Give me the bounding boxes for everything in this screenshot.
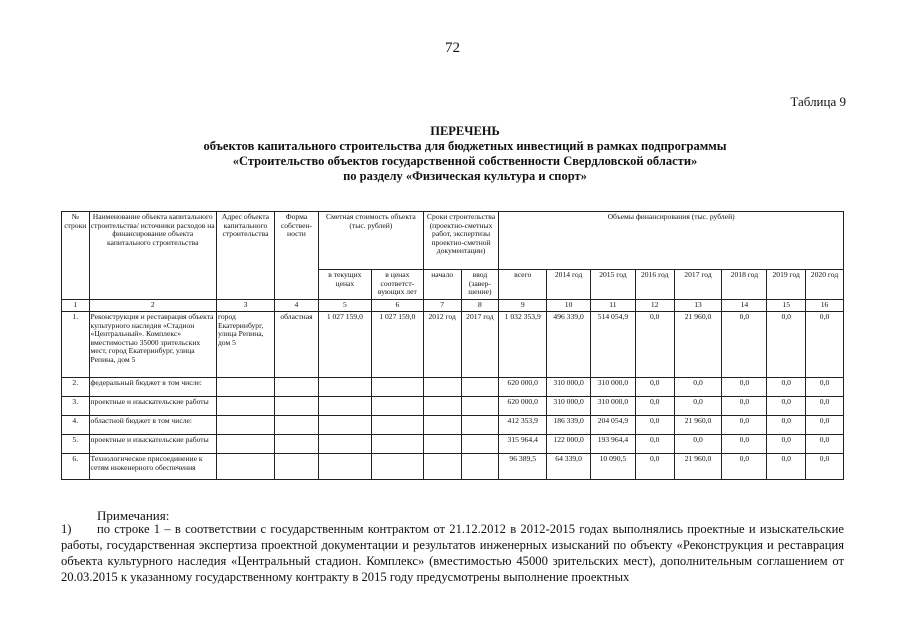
cell-terms-start: [423, 416, 461, 435]
table-row: [62, 454, 844, 480]
cell-2019: 0,0: [767, 378, 806, 397]
cell-address: город Екатеринбург, улица Репина, дом 5: [216, 312, 274, 378]
table-row: [62, 416, 844, 435]
column-number: 1: [62, 300, 90, 312]
cell-total: 620 000,0: [499, 378, 547, 397]
cell-row-number: 6.: [62, 454, 90, 480]
cell-row-number: 3.: [62, 397, 90, 416]
cell-terms-end: [461, 454, 499, 480]
page-number: 72: [445, 40, 460, 56]
header-terms-end: ввод (завер-шение): [461, 270, 499, 300]
column-number: 9: [499, 300, 547, 312]
header-2015: 2015 год: [591, 270, 636, 300]
cell-2016: 0,0: [635, 435, 674, 454]
cell-2020: 0,0: [806, 416, 844, 435]
cell-2017: 21 960,0: [674, 416, 722, 435]
note-item-number: 1): [61, 522, 72, 536]
cell-2017: 0,0: [674, 397, 722, 416]
cell-row-number: 5.: [62, 435, 90, 454]
cell-2020: 0,0: [806, 378, 844, 397]
header-cost-adjusted: в ценах соответст-вующих лет: [371, 270, 423, 300]
cell-total: 96 389,5: [499, 454, 547, 480]
cell-cost-current: [318, 378, 371, 397]
column-number: 3: [216, 300, 274, 312]
cell-ownership-form: областная: [275, 312, 319, 378]
column-number: 16: [806, 300, 844, 312]
header-construction-terms: Сроки строительства (проектно-сметных работ, экспертизы проектно-сметной документации): [423, 212, 498, 270]
cell-object-name: областной бюджет в том числе:: [89, 416, 216, 435]
header-2016: 2016 год: [635, 270, 674, 300]
column-number: 7: [423, 300, 461, 312]
cell-2016: 0,0: [635, 416, 674, 435]
cell-row-number: 4.: [62, 416, 90, 435]
header-cost-current: в текущих ценах: [318, 270, 371, 300]
cell-2018: 0,0: [722, 454, 767, 480]
header-address: Адрес объекта капитального строительства: [216, 212, 274, 300]
cell-2017: 0,0: [674, 435, 722, 454]
cell-total: 412 353,9: [499, 416, 547, 435]
notes-paragraph: [61, 521, 844, 585]
cell-2020: 0,0: [806, 435, 844, 454]
cell-2015: 204 054,9: [591, 416, 636, 435]
title-line-4: по разделу «Физическая культура и спорт»: [343, 169, 587, 183]
document-title: [170, 124, 760, 184]
header-2018: 2018 год: [722, 270, 767, 300]
cell-2014: 186 339,0: [547, 416, 591, 435]
cell-2020: 0,0: [806, 312, 844, 378]
cell-cost-current: [318, 416, 371, 435]
cell-ownership-form: [275, 397, 319, 416]
cell-cost-adjusted: [371, 454, 423, 480]
table-row: [62, 397, 844, 416]
cell-terms-end: 2017 год: [461, 312, 499, 378]
cell-cost-adjusted: 1 027 159,0: [371, 312, 423, 378]
title-line-2: объектов капитального строительства для бюджетных инвестиций в рамках подпрограммы: [203, 139, 727, 153]
cell-2014: 122 000,0: [547, 435, 591, 454]
cell-2016: 0,0: [635, 378, 674, 397]
cell-object-name: проектные и изыскательские работы: [89, 435, 216, 454]
cell-2018: 0,0: [722, 416, 767, 435]
cell-row-number: 2.: [62, 378, 90, 397]
table-body: [62, 312, 844, 480]
cell-cost-adjusted: [371, 416, 423, 435]
header-terms-start: начало: [423, 270, 461, 300]
cell-2019: 0,0: [767, 435, 806, 454]
cell-2015: 310 000,0: [591, 378, 636, 397]
cell-2016: 0,0: [635, 312, 674, 378]
notes-title: Примечания:: [97, 508, 170, 523]
cell-cost-current: [318, 454, 371, 480]
note-item-text: по строке 1 – в соответствии с государственным контрактом от 21.12.2012 в 2012-2015 годах выполнялись проектные и изыскательские работы, государственная экспертиза проектной документации и результатов инженерных изысканий по объекту «Реконструкция и реставрация объекта культурного наследия «Центральный стадион. Комплекс» (вместимостью 45000 зрительских мест), дополнительным соглашением от 20.03.2015 к указанному государственному контракту в 2015 году предусмотрены выполнение проектных: [61, 522, 844, 584]
cell-2015: 310 000,0: [591, 397, 636, 416]
cell-2014: 310 000,0: [547, 397, 591, 416]
cell-cost-current: [318, 435, 371, 454]
cell-2016: 0,0: [635, 454, 674, 480]
column-number: 13: [674, 300, 722, 312]
cell-2017: 21 960,0: [674, 312, 722, 378]
header-ownership-form: Форма собствен-ности: [275, 212, 319, 300]
column-number: 10: [547, 300, 591, 312]
cell-2016: 0,0: [635, 397, 674, 416]
title-line-1: ПЕРЕЧЕНЬ: [430, 124, 500, 138]
header-2014: 2014 год: [547, 270, 591, 300]
cell-terms-end: [461, 397, 499, 416]
cell-total: 620 000,0: [499, 397, 547, 416]
cell-2020: 0,0: [806, 397, 844, 416]
column-number: 12: [635, 300, 674, 312]
cell-2019: 0,0: [767, 312, 806, 378]
column-number: 4: [275, 300, 319, 312]
cell-terms-end: [461, 435, 499, 454]
cell-cost-adjusted: [371, 435, 423, 454]
cell-cost-adjusted: [371, 397, 423, 416]
column-number: 11: [591, 300, 636, 312]
cell-2014: 496 339,0: [547, 312, 591, 378]
cell-cost-current: 1 027 159,0: [318, 312, 371, 378]
cell-object-name: Реконструкция и реставрация объекта культурного наследия «Стадион «Центральный». Комплекс» вместимостью 35000 зрительских мест, город Екатеринбург, улица Репина, дом 5: [89, 312, 216, 378]
capital-construction-table: [61, 211, 844, 480]
cell-total: 1 032 353,9: [499, 312, 547, 378]
header-2019: 2019 год: [767, 270, 806, 300]
title-line-3: «Строительство объектов государственной собственности Свердловской области»: [232, 154, 698, 168]
cell-terms-start: [423, 435, 461, 454]
cell-2018: 0,0: [722, 397, 767, 416]
cell-address: [216, 397, 274, 416]
cell-cost-current: [318, 397, 371, 416]
column-number: 15: [767, 300, 806, 312]
cell-2019: 0,0: [767, 454, 806, 480]
header-estimated-cost: Сметная стоимость объекта (тыс. рублей): [318, 212, 423, 270]
cell-2019: 0,0: [767, 416, 806, 435]
cell-object-name: федеральный бюджет в том числе:: [89, 378, 216, 397]
cell-object-name: Технологическое присоединение к сетям инженерного обеспечения: [89, 454, 216, 480]
header-row-number: № строки: [62, 212, 90, 300]
table-label: Таблица 9: [790, 94, 846, 109]
cell-ownership-form: [275, 416, 319, 435]
cell-2018: 0,0: [722, 435, 767, 454]
cell-2015: 514 054,9: [591, 312, 636, 378]
cell-2014: 310 000,0: [547, 378, 591, 397]
header-2017: 2017 год: [674, 270, 722, 300]
cell-address: [216, 435, 274, 454]
header-object-name: Наименование объекта капитального строительства/ источники расходов на финансирование объекта капитального строительства: [89, 212, 216, 300]
column-number: 2: [89, 300, 216, 312]
cell-terms-start: [423, 378, 461, 397]
cell-cost-adjusted: [371, 378, 423, 397]
header-funding-volumes: Объемы финансирования (тыс. рублей): [499, 212, 844, 270]
column-number: 6: [371, 300, 423, 312]
cell-2015: 10 090,5: [591, 454, 636, 480]
table-row: [62, 378, 844, 397]
cell-terms-start: [423, 454, 461, 480]
cell-2018: 0,0: [722, 378, 767, 397]
column-number-row: [62, 300, 844, 312]
cell-terms-start: 2012 год: [423, 312, 461, 378]
table-row: [62, 312, 844, 378]
cell-object-name: проектные и изыскательские работы: [89, 397, 216, 416]
cell-terms-end: [461, 416, 499, 435]
cell-terms-start: [423, 397, 461, 416]
cell-ownership-form: [275, 435, 319, 454]
cell-ownership-form: [275, 378, 319, 397]
cell-2019: 0,0: [767, 397, 806, 416]
column-number: 14: [722, 300, 767, 312]
cell-2017: 0,0: [674, 378, 722, 397]
cell-2017: 21 960,0: [674, 454, 722, 480]
cell-ownership-form: [275, 454, 319, 480]
cell-2018: 0,0: [722, 312, 767, 378]
cell-total: 315 964,4: [499, 435, 547, 454]
column-number: 5: [318, 300, 371, 312]
table-row: [62, 435, 844, 454]
cell-address: [216, 454, 274, 480]
cell-terms-end: [461, 378, 499, 397]
cell-2014: 64 339,0: [547, 454, 591, 480]
cell-row-number: 1.: [62, 312, 90, 378]
column-number: 8: [461, 300, 499, 312]
cell-2015: 193 964,4: [591, 435, 636, 454]
cell-address: [216, 416, 274, 435]
cell-address: [216, 378, 274, 397]
header-2020: 2020 год: [806, 270, 844, 300]
header-total: всего: [499, 270, 547, 300]
cell-2020: 0,0: [806, 454, 844, 480]
